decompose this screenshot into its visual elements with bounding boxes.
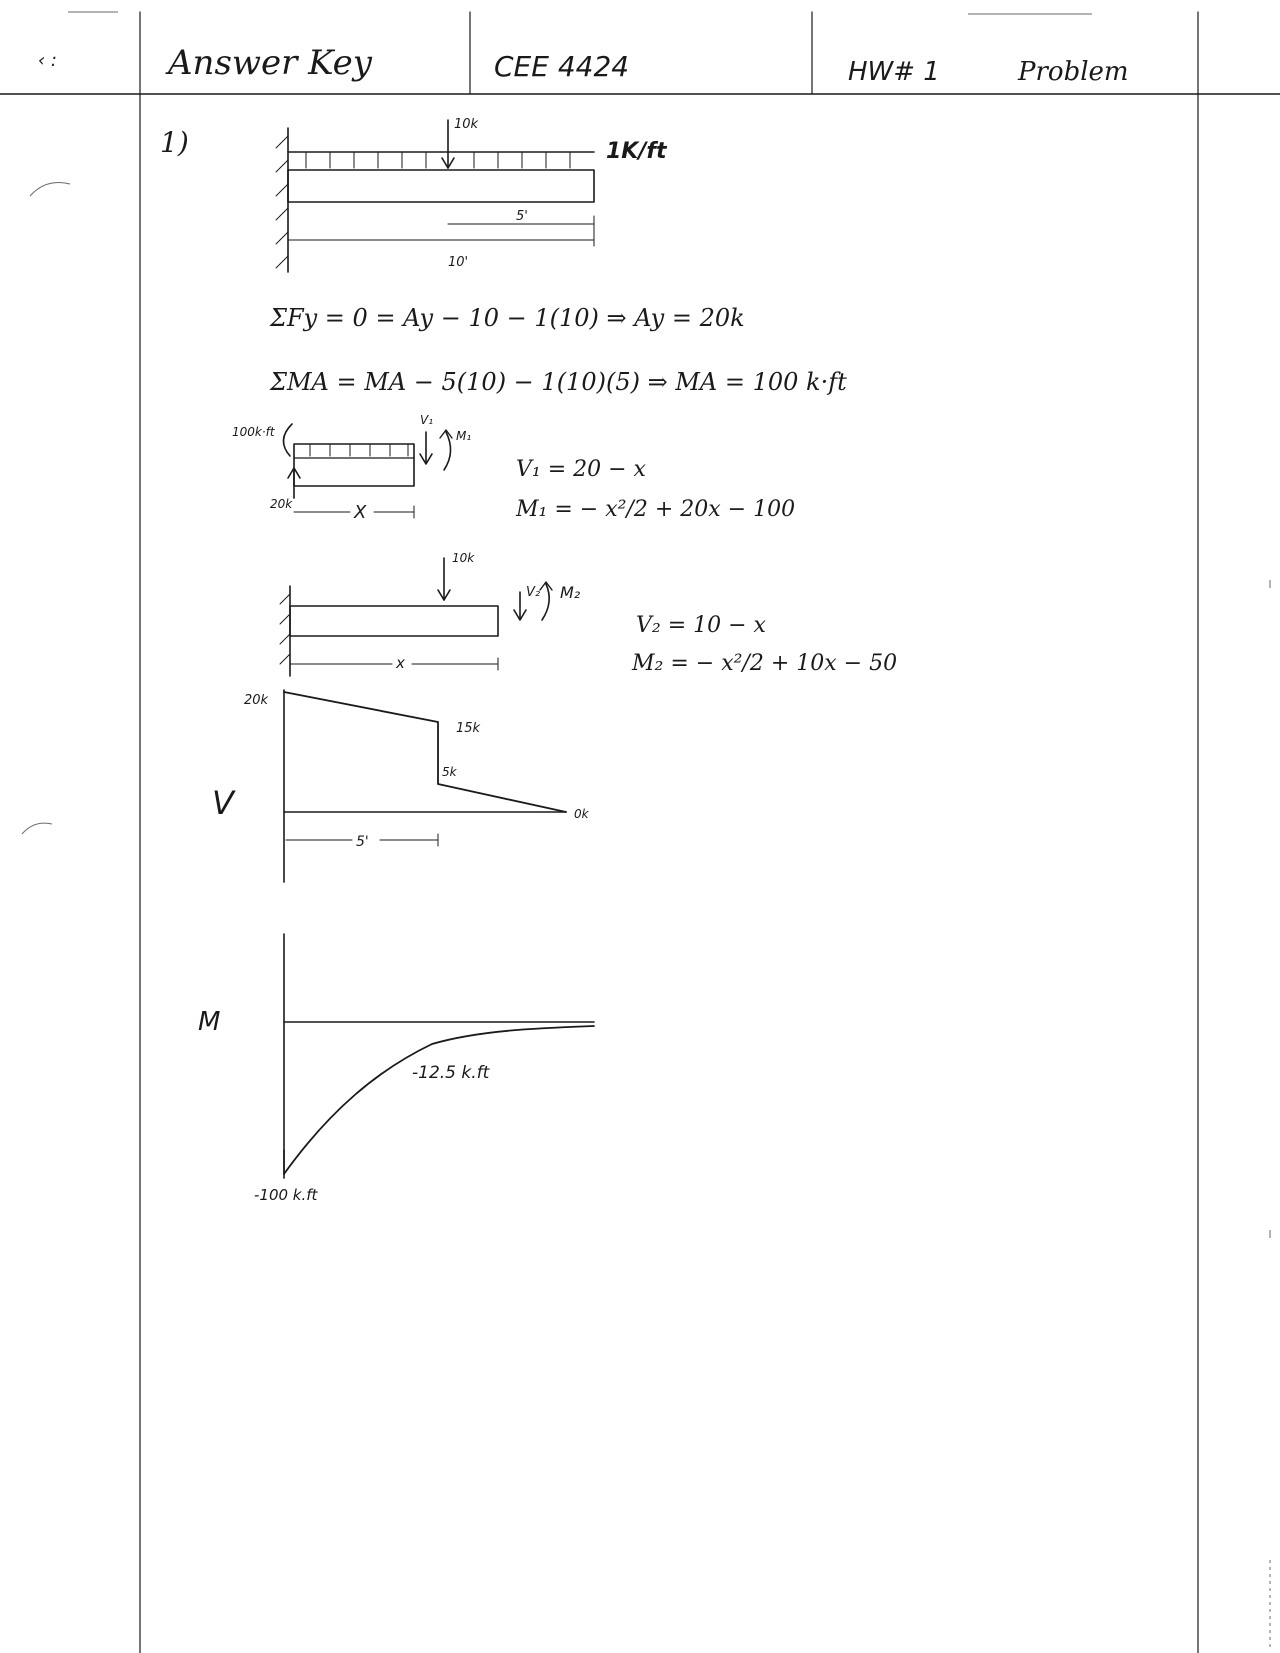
section2-x-label: x (396, 654, 405, 672)
section2-m-equation: M₂ = − x²/2 + 10x − 50 (632, 651, 898, 676)
moment-diagram (284, 934, 594, 1178)
margin-hole-mark (30, 183, 70, 197)
section1-m-label: M₁ (456, 429, 472, 443)
half-span-label: 5' (516, 209, 528, 224)
span-label: 10' (448, 255, 469, 270)
moment-mid-label: -12.5 k.ft (412, 1063, 490, 1083)
answer-key-title: Answer Key (168, 43, 372, 83)
sum-fy-equation: ΣFy = 0 = Ay − 10 − 1(10) ⇒ Ay = 20k (270, 304, 745, 332)
section2-load-label: 10k (452, 551, 475, 565)
section2-v-label: V₂ (526, 585, 541, 600)
shear-start-label: 20k (244, 693, 269, 708)
shear-dim-label: 5' (356, 834, 369, 850)
section1-x-label: X (354, 502, 367, 523)
shear-diagram (284, 690, 566, 882)
section1-v-equation: V₁ = 20 − x (516, 457, 646, 482)
section2-v-equation: V₂ = 10 − x (636, 613, 766, 638)
section1-reaction-label: 20k (270, 497, 293, 511)
shear-15k-label: 15k (456, 721, 481, 736)
shear-end-label: 0k (574, 807, 589, 821)
shear-5k-label: 5k (442, 765, 457, 779)
svg-text:‹ :: ‹ : (38, 50, 57, 71)
point-load-label: 10k (454, 117, 479, 132)
distributed-load-label: 1K/ft (606, 139, 667, 164)
moment-curve (284, 1026, 594, 1174)
shear-curve (284, 692, 566, 812)
beam-sketch (276, 120, 594, 272)
course-code: CEE 4424 (494, 50, 630, 83)
section2-fbd (280, 558, 552, 676)
moment-end-label: -100 k.ft (254, 1186, 318, 1204)
section1-v-label: V₁ (420, 413, 434, 427)
section2-m-label: M₂ (560, 583, 581, 602)
homework-number: HW# 1 (848, 57, 940, 87)
problem-label: Problem (1018, 57, 1129, 87)
margin-hole-mark (22, 823, 52, 834)
sum-ma-equation: ΣMA = MA − 5(10) − 1(10)(5) ⇒ MA = 100 k·ft (270, 368, 847, 396)
section1-moment-label: 100k·ft (232, 425, 275, 439)
shear-axis-label: V (212, 784, 234, 822)
problem-number: 1) (160, 126, 189, 159)
moment-axis-label: M (198, 1007, 221, 1037)
section1-m-equation: M₁ = − x²/2 + 20x − 100 (516, 497, 796, 522)
header-frame (0, 12, 1280, 1653)
section1-fbd (283, 424, 452, 518)
